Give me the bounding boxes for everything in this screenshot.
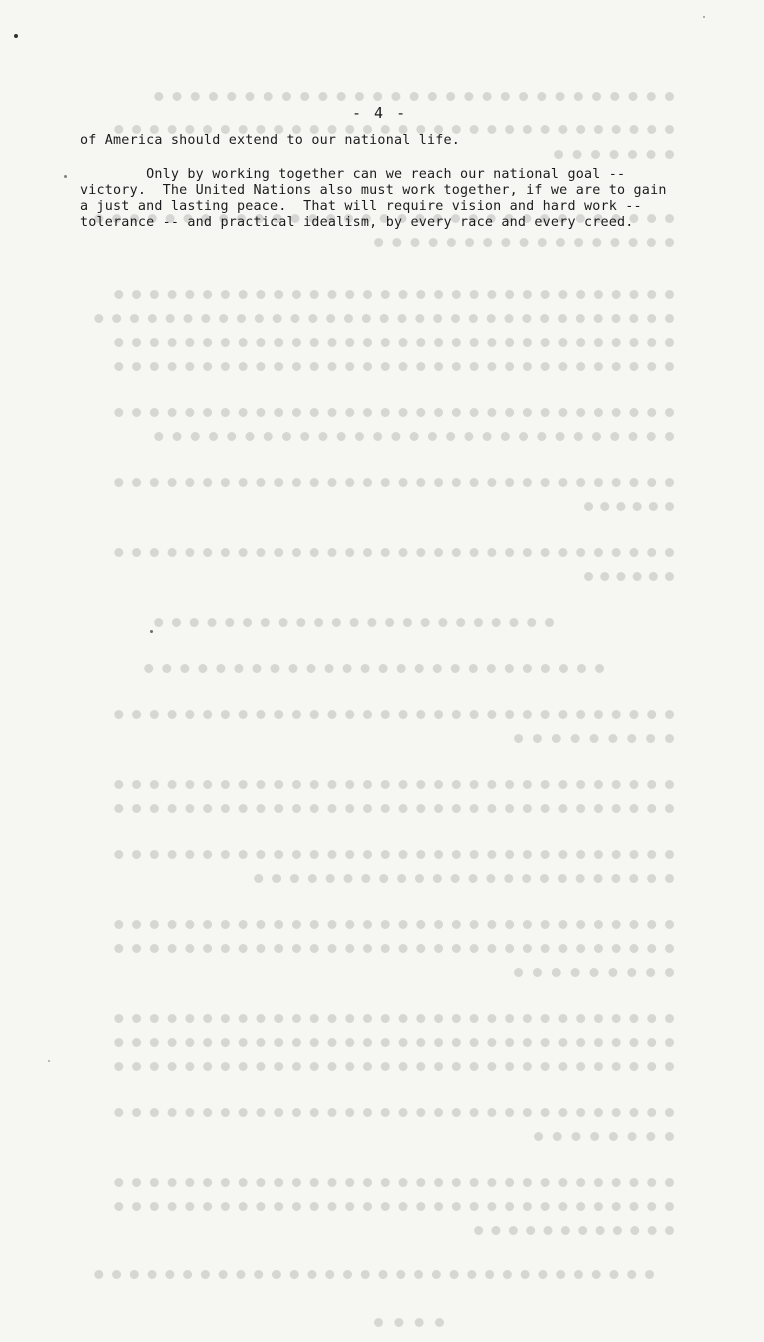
ink-speck bbox=[48, 1060, 50, 1062]
ink-speck bbox=[703, 16, 705, 18]
ink-speck bbox=[150, 630, 153, 633]
body-text-line: tolerance -- and practical idealism, by every race and every creed. bbox=[80, 215, 634, 230]
ink-speck bbox=[14, 34, 18, 38]
body-text-line: of America should extend to our national life. bbox=[80, 133, 461, 148]
ink-speck bbox=[64, 175, 67, 178]
body-text-line: victory. The United Nations also must work together, if we are to gain bbox=[80, 183, 667, 198]
body-text-line: Only by working together can we reach our national goal -- bbox=[80, 167, 626, 182]
body-text-line: a just and lasting peace. That will require vision and hard work -- bbox=[80, 199, 642, 214]
page-number: - 4 - bbox=[352, 104, 408, 122]
